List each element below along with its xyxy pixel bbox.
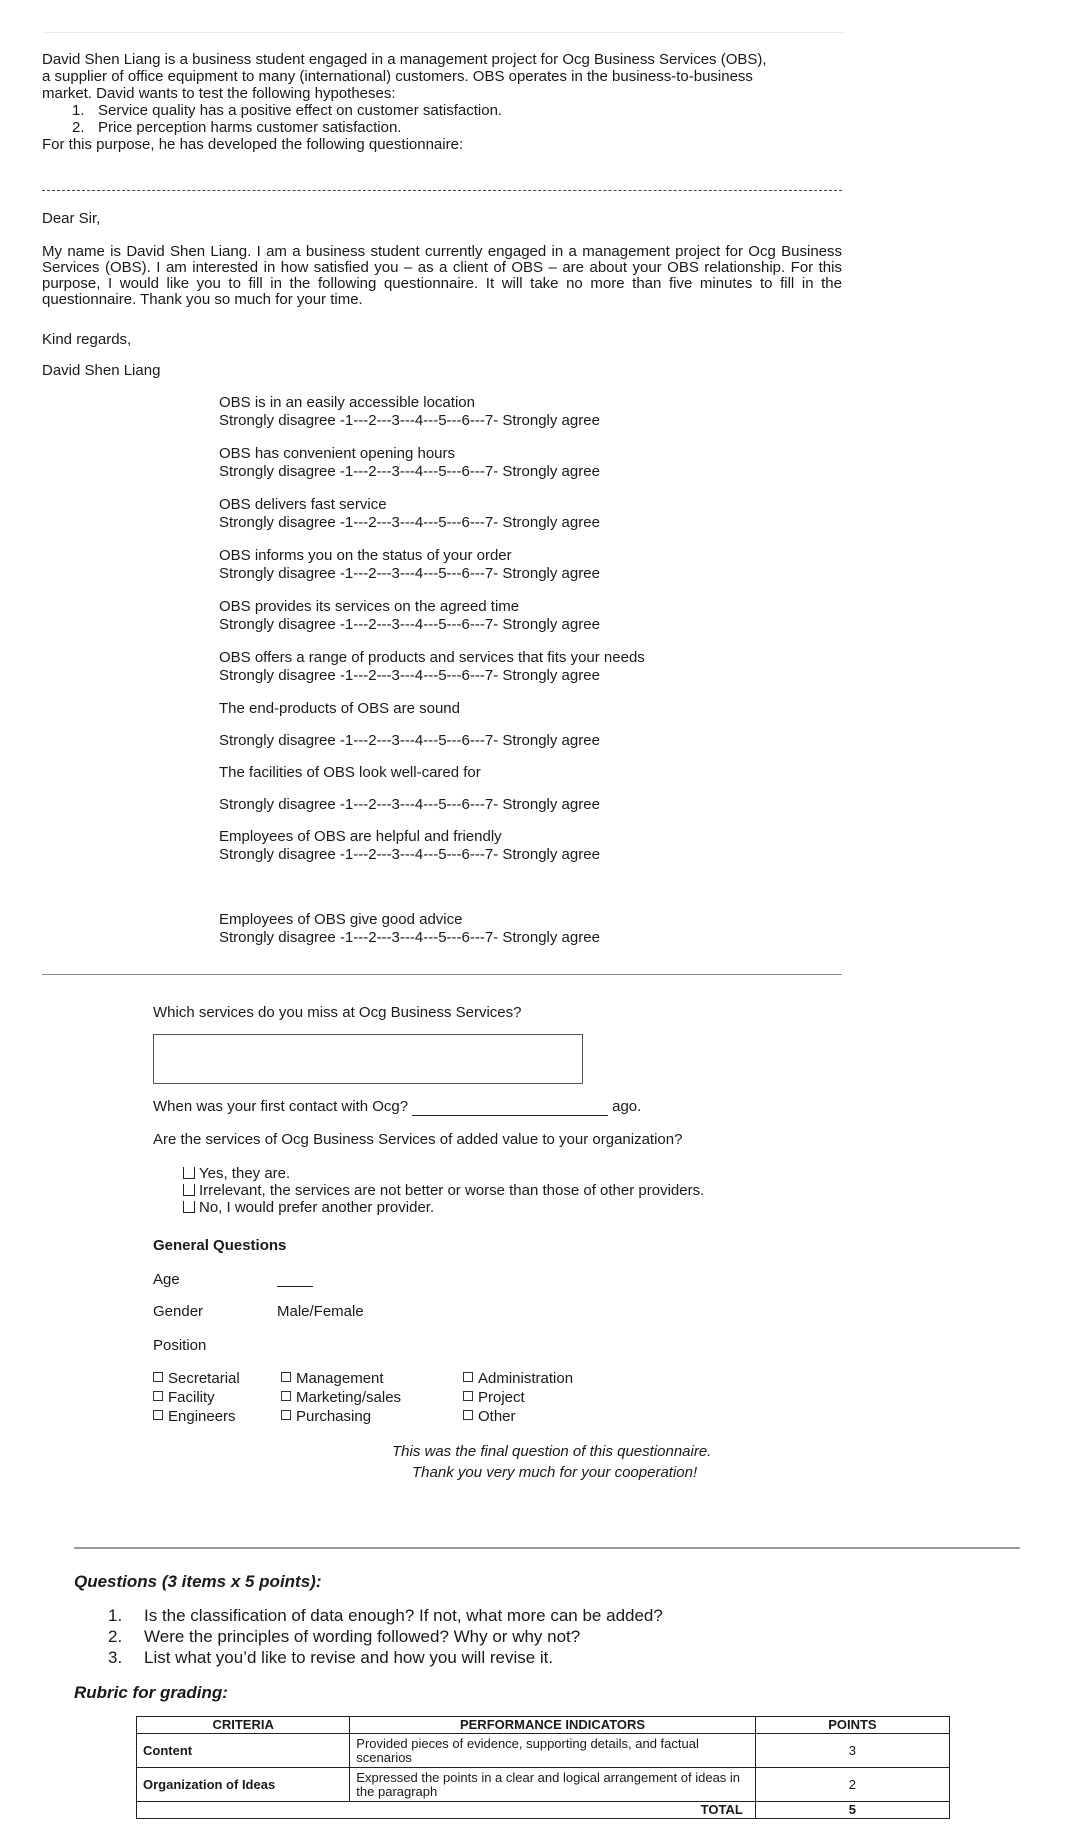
rubric-points: 3 xyxy=(755,1734,949,1768)
questions-list xyxy=(108,1605,663,1668)
position-option[interactable]: Marketing/sales xyxy=(281,1388,401,1407)
rubric-table xyxy=(136,1716,950,1819)
added-value-options xyxy=(183,1165,704,1216)
dashed-divider xyxy=(42,190,842,191)
likert-question xyxy=(219,394,600,430)
likert-scale[interactable]: Strongly disagree -1---2---3---4---5---6---7- Strongly agree xyxy=(219,846,600,863)
likert-scale[interactable]: Strongly disagree -1---2---3---4---5---6---7- Strongly agree xyxy=(219,565,600,582)
question-text: OBS provides its services on the agreed time xyxy=(219,598,520,615)
intro-closing: For this purpose, he has developed the following questionnaire: xyxy=(42,136,464,153)
intro-line: David Shen Liang is a business student engaged in a management project for Ocg Business Services (OBS), xyxy=(42,51,767,68)
rubric-total-row xyxy=(137,1802,950,1819)
position-option[interactable]: Engineers xyxy=(153,1407,240,1426)
likert-question xyxy=(219,598,600,634)
likert-question xyxy=(219,764,600,814)
rubric-title: Rubric for grading: xyxy=(74,1683,228,1702)
position-col-2 xyxy=(281,1369,401,1426)
rubric-points: 2 xyxy=(755,1768,949,1802)
option-yes[interactable]: Yes, they are. xyxy=(183,1165,704,1182)
position-option[interactable]: Management xyxy=(281,1369,401,1388)
checkbox-icon[interactable] xyxy=(153,1391,163,1401)
checkbox-icon[interactable] xyxy=(281,1391,291,1401)
likert-question xyxy=(219,547,600,583)
question-text: OBS offers a range of products and services that fits your needs xyxy=(219,649,645,666)
letter-salutation: Dear Sir, xyxy=(42,210,101,227)
rubric-header-row xyxy=(137,1717,950,1734)
question-text: The end-products of OBS are sound xyxy=(219,700,460,717)
intro-line: market. David wants to test the following hypotheses: xyxy=(42,85,396,102)
hypothesis-item: 2. Price perception harms customer satisfaction. xyxy=(72,119,402,136)
likert-question xyxy=(219,700,600,750)
rubric-row xyxy=(137,1734,950,1768)
checkbox-icon[interactable] xyxy=(153,1372,163,1382)
question-text: The facilities of OBS look well-cared for xyxy=(219,764,481,781)
rubric-header-cell: PERFORMANCE INDICATORS xyxy=(350,1717,755,1734)
likert-question xyxy=(219,445,600,481)
position-option[interactable]: Administration xyxy=(463,1369,573,1388)
missed-services-input[interactable] xyxy=(153,1034,583,1084)
rubric-indicator: Expressed the points in a clear and logical arrangement of ideas in the paragraph xyxy=(350,1768,755,1802)
option-irrelevant[interactable]: Irrelevant, the services are not better or worse than those of other providers. xyxy=(183,1182,704,1199)
checkbox-icon[interactable] xyxy=(463,1410,473,1420)
rubric-criteria: Organization of Ideas xyxy=(137,1768,350,1802)
section-divider xyxy=(42,974,842,975)
rubric-indicator: Provided pieces of evidence, supporting details, and factual scenarios xyxy=(350,1734,755,1768)
checkbox-icon[interactable] xyxy=(281,1372,291,1382)
final-note-line: This was the final question of this questionnaire. xyxy=(392,1443,712,1460)
likert-scale[interactable]: Strongly disagree -1---2---3---4---5---6---7- Strongly agree xyxy=(219,412,600,429)
question-text: OBS informs you on the status of your order xyxy=(219,547,512,564)
likert-scale[interactable]: Strongly disagree -1---2---3---4---5---6---7- Strongly agree xyxy=(219,929,600,946)
likert-scale[interactable]: Strongly disagree -1---2---3---4---5---6---7- Strongly agree xyxy=(219,463,600,480)
intro-section xyxy=(42,51,862,153)
checkbox-icon[interactable] xyxy=(183,1167,195,1179)
section-divider xyxy=(74,1547,1020,1549)
top-divider xyxy=(44,32,844,33)
added-value-question: Are the services of Ocg Business Services of added value to your organization? xyxy=(153,1131,683,1148)
rubric-empty-cell xyxy=(137,1802,350,1819)
likert-scale[interactable]: Strongly disagree -1---2---3---4---5---6---7- Strongly agree xyxy=(219,616,600,633)
checkbox-icon[interactable] xyxy=(183,1184,195,1196)
question-text: OBS is in an easily accessible location xyxy=(219,394,475,411)
position-col-1 xyxy=(153,1369,240,1426)
likert-scale[interactable]: Strongly disagree -1---2---3---4---5---6---7- Strongly agree xyxy=(219,796,600,813)
missed-services-question: Which services do you miss at Ocg Business Services? xyxy=(153,1004,522,1021)
position-label: Position xyxy=(153,1337,207,1354)
rubric-total-label: TOTAL xyxy=(350,1802,755,1819)
question-item: 3. List what you’d like to revise and how you will revise it. xyxy=(108,1648,554,1667)
likert-scale[interactable]: Strongly disagree -1---2---3---4---5---6---7- Strongly agree xyxy=(219,732,600,749)
general-questions-title: General Questions xyxy=(153,1237,287,1254)
question-text: OBS has convenient opening hours xyxy=(219,445,455,462)
question-item: 1. Is the classification of data enough? If not, what more can be added? xyxy=(108,1606,663,1625)
position-col-3 xyxy=(463,1369,573,1426)
position-option[interactable]: Purchasing xyxy=(281,1407,401,1426)
hypotheses-list xyxy=(42,102,862,136)
likert-question xyxy=(219,911,600,947)
checkbox-icon[interactable] xyxy=(463,1391,473,1401)
checkbox-icon[interactable] xyxy=(463,1372,473,1382)
intro-line: a supplier of office equipment to many (international) customers. OBS operates in the business-to-business xyxy=(42,68,753,85)
hypothesis-item: 1. Service quality has a positive effect on customer satisfaction. xyxy=(72,102,503,119)
letter-body: My name is David Shen Liang. I am a business student currently engaged in a management project for Ocg Business Services (OBS). I am interested in how satisfied you – as a client of OBS – are about your OBS relationship. For this purpose, I would like you to fill in the following questionnaire. It will take no more than five minutes to fill in the questionnaire. Thank you so much for your time. xyxy=(42,243,842,308)
age-label: Age xyxy=(153,1271,180,1288)
questions-title: Questions (3 items x 5 points): xyxy=(74,1572,322,1591)
option-no[interactable]: No, I would prefer another provider. xyxy=(183,1199,704,1216)
age-input[interactable] xyxy=(277,1286,313,1287)
question-text: Employees of OBS give good advice xyxy=(219,911,463,928)
rubric-header-cell: POINTS xyxy=(755,1717,949,1734)
first-contact-question: When was your first contact with Ocg? ago. xyxy=(153,1098,642,1115)
rubric-criteria: Content xyxy=(137,1734,350,1768)
gender-value[interactable]: Male/Female xyxy=(277,1303,364,1320)
position-option[interactable]: Secretarial xyxy=(153,1369,240,1388)
likert-scale[interactable]: Strongly disagree -1---2---3---4---5---6---7- Strongly agree xyxy=(219,514,600,531)
checkbox-icon[interactable] xyxy=(153,1410,163,1420)
likert-question xyxy=(219,496,600,532)
likert-question xyxy=(219,828,600,864)
letter-name: David Shen Liang xyxy=(42,362,161,379)
question-item: 2. Were the principles of wording followed? Why or why not? xyxy=(108,1627,581,1646)
rubric-header-cell: CRITERIA xyxy=(137,1717,350,1734)
final-note-line: Thank you very much for your cooperation! xyxy=(412,1464,698,1481)
letter-signoff: Kind regards, xyxy=(42,331,132,348)
question-text: OBS delivers fast service xyxy=(219,496,387,513)
gender-label: Gender xyxy=(153,1303,204,1320)
rubric-total-points: 5 xyxy=(755,1802,949,1819)
position-option[interactable]: Facility xyxy=(153,1388,240,1407)
question-text: Employees of OBS are helpful and friendly xyxy=(219,828,502,845)
checkbox-icon[interactable] xyxy=(183,1201,195,1213)
checkbox-icon[interactable] xyxy=(281,1410,291,1420)
position-option[interactable]: Other xyxy=(463,1407,573,1426)
position-option[interactable]: Project xyxy=(463,1388,573,1407)
first-contact-input[interactable] xyxy=(412,1101,608,1116)
likert-question xyxy=(219,649,645,685)
likert-scale[interactable]: Strongly disagree -1---2---3---4---5---6---7- Strongly agree xyxy=(219,667,600,684)
rubric-row xyxy=(137,1768,950,1802)
